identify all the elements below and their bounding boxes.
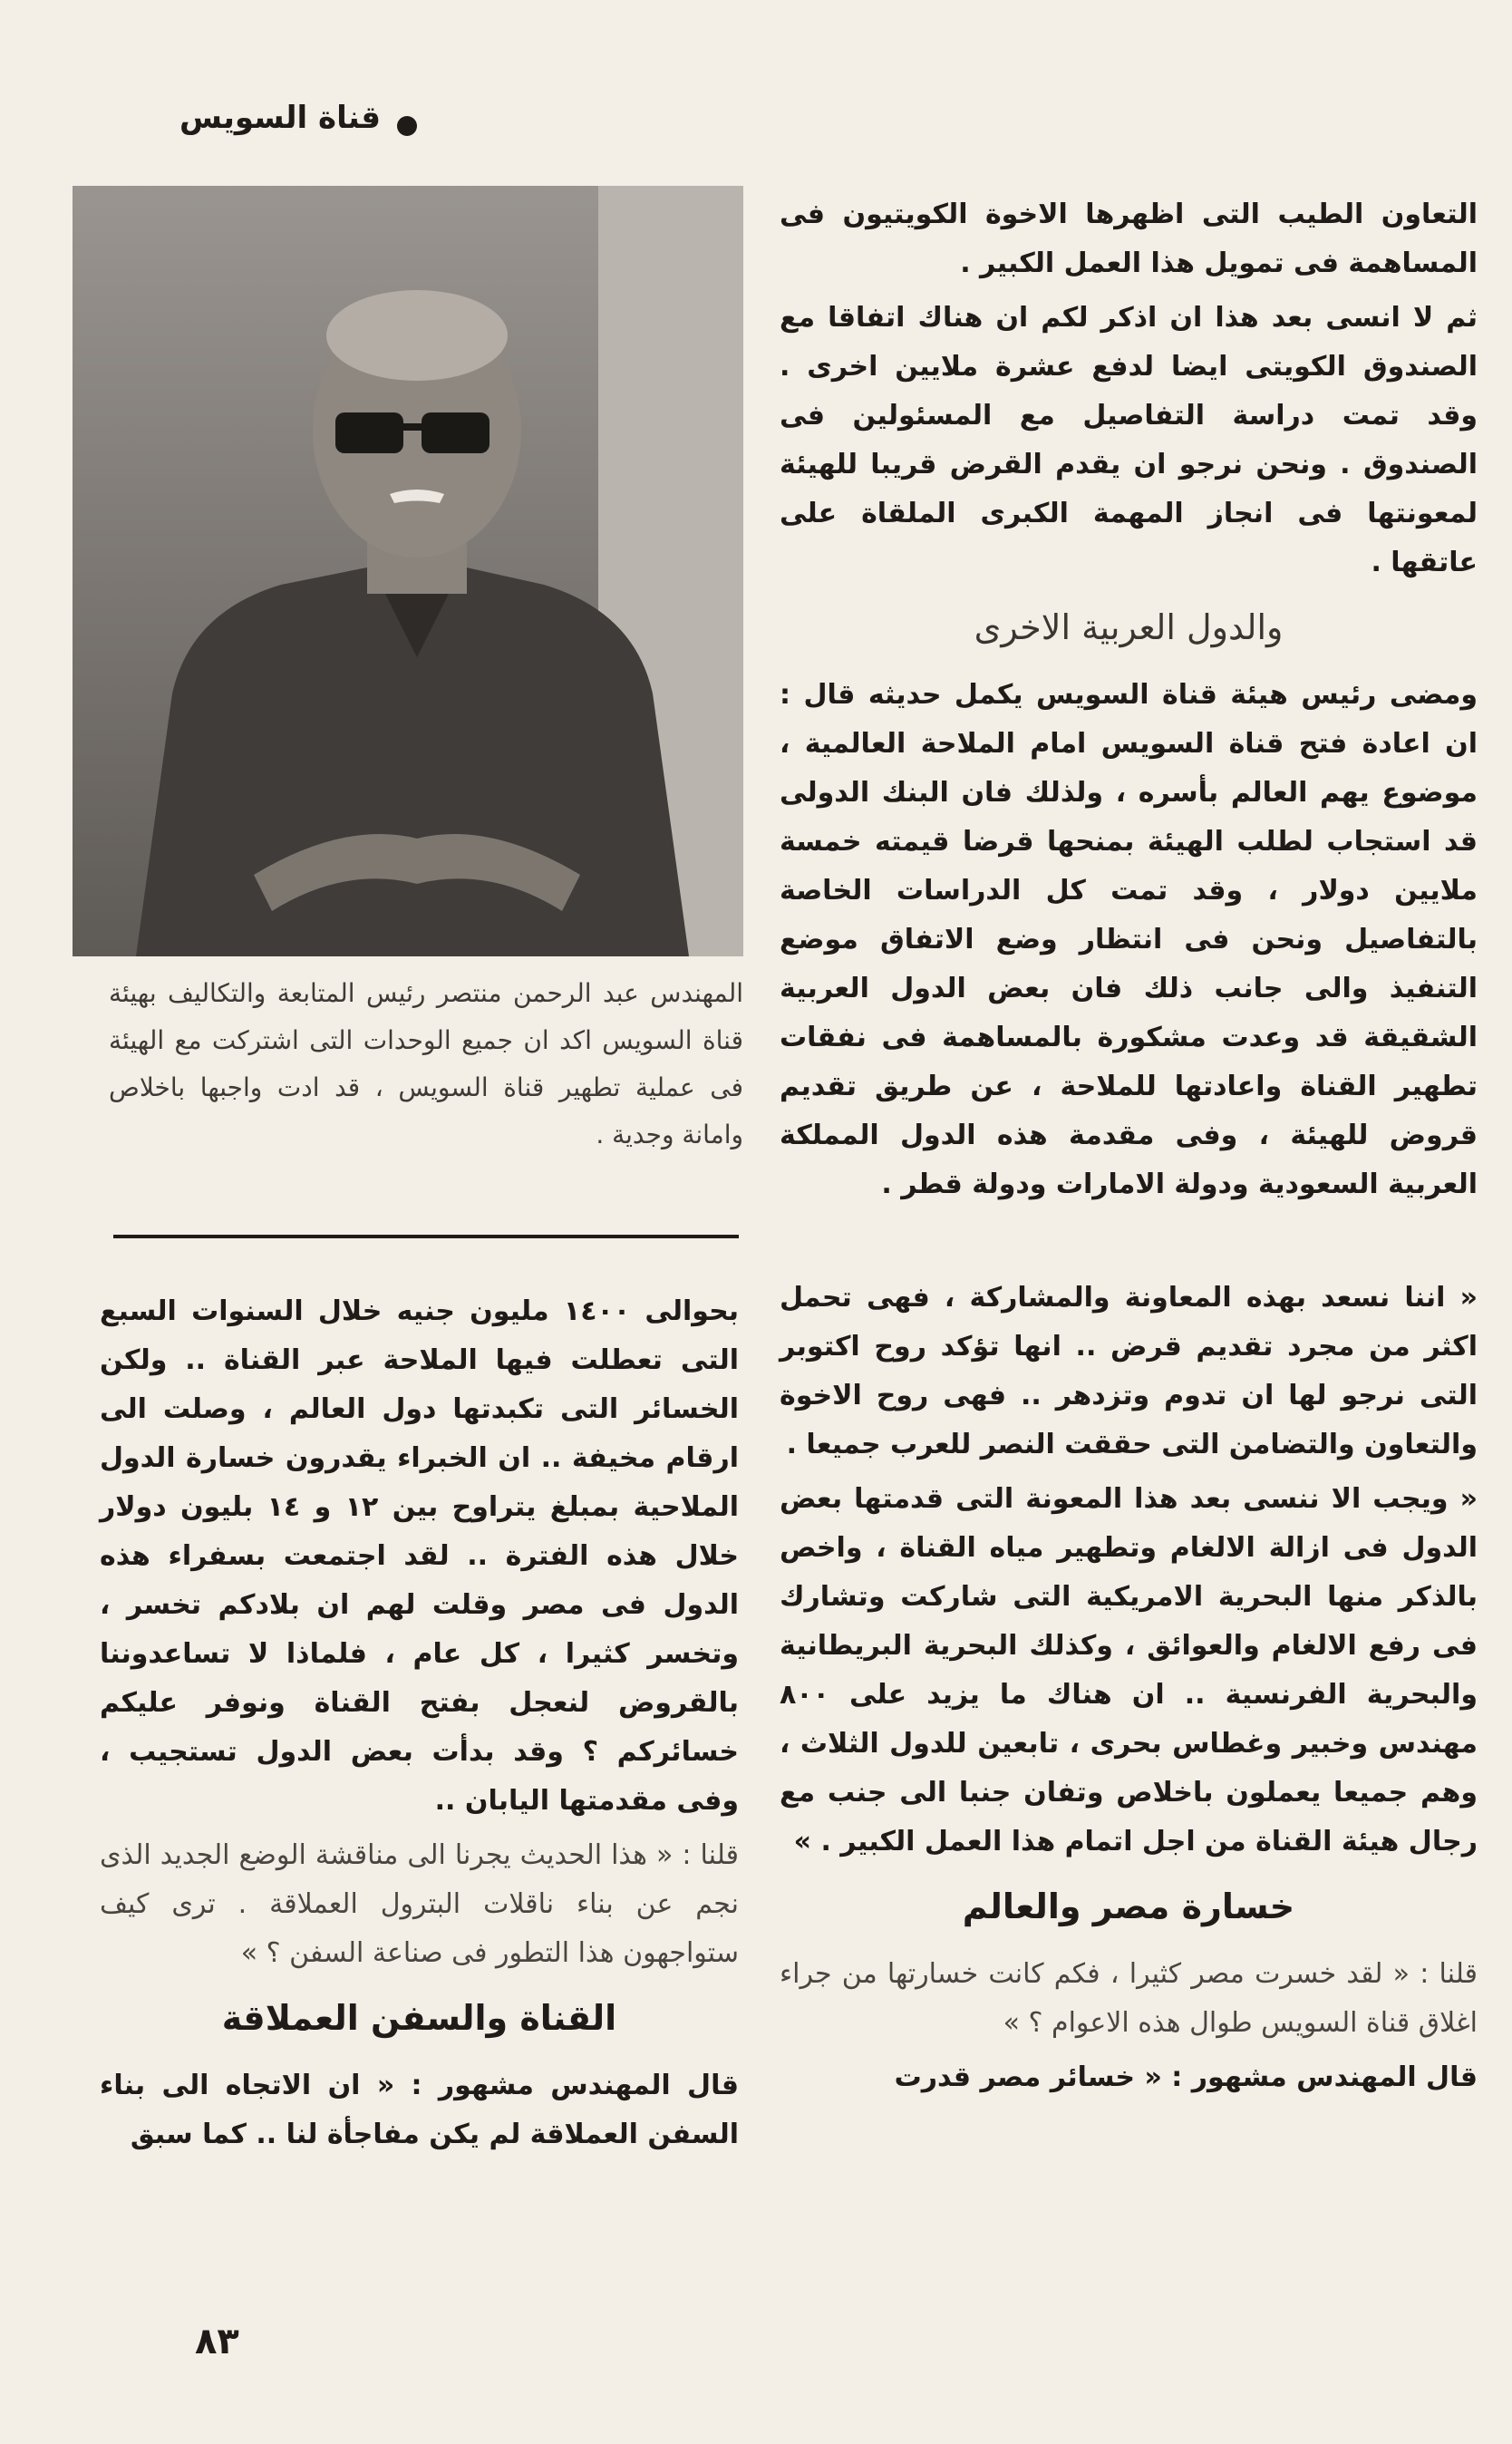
page-number: ٨٣: [195, 2321, 239, 2362]
photo-caption: [109, 970, 743, 1164]
bullet-icon: [397, 116, 417, 136]
running-header: [109, 91, 381, 154]
paragraph: قال المهندس مشهور : « خسائر مصر قدرت: [894, 2061, 1478, 2093]
portrait-illustration: [73, 186, 743, 956]
paragraph: قلنا : « لقد خسرت مصر كثيرا ، فكم كانت خسارتها من جراء اغلاق قناة السويس طوال هذه الاعوام ؟ »: [780, 1958, 1478, 2039]
section-heading: خسارة مصر والعالم: [962, 1886, 1295, 1926]
column-divider: [113, 1235, 739, 1238]
paragraph: بحوالى ١٤٠٠ مليون جنيه خلال السنوات السبع التى تعطلت فيها الملاحة عبر القناة .. ولكن الخسائر التى تكبدتها دول العالم ، وصلت الى ارقام مخيفة .. ان الخبراء يقدرون خسارة الدول الملاحية بمبلغ يتراوح بين ١٢ و ١٤ بليون دولار خلال هذه الفترة .. لقد اجتمعت بسفراء هذه الدول فى مصر وقلت لهم ان بلادكم تخسر ، وتخسر كثيرا ، كل عام ، فلماذا لا تساعدوننا بالقروض لنعجل بفتح القناة ونوفر عليكم خسائركم ؟ وقد بدأت بعض الدول تستجيب ، وفى مقدمتها اليابان ..: [100, 1295, 740, 1817]
paragraph: التعاون الطيب التى اظهرها الاخوة الكويتيون فى المساهمة فى تمويل هذا العمل الكبير .: [780, 199, 1478, 279]
paragraph: ثم لا انسى بعد هذا ان اذكر لكم ان هناك اتفاقا مع الصندوق الكويتى ايضا لدفع عشرة ملايين اخرى . وقد تمت دراسة التفاصيل مع المسئولين فى الصندوق . ونحن نرجو ان يقدم القرض قريبا للهيئة لمعونتها فى انجاز المهمة الكبرى الملقاة على عاتقها .: [780, 302, 1478, 578]
section-heading: والدول العربية الاخرى: [974, 607, 1284, 647]
running-header-title: قناة السويس: [179, 100, 381, 136]
column-left-bottom: [100, 1287, 739, 2165]
section-heading: القناة والسفن العملاقة: [221, 1998, 617, 2038]
paragraph: « اننا نسعد بهذه المعاونة والمشاركة ، فهى تحمل اكثر من مجرد تقديم قرض .. انها تؤكد روح اكتوبر التى نرجو لها ان تدوم وتزدهر .. فهى روح الاخوة والتعاون والتضامن التى حققت النصر للعرب جميعا .: [780, 1282, 1478, 1460]
paragraph: ومضى رئيس هيئة قناة السويس يكمل حديثه قال : ان اعادة فتح قناة السويس امام الملاحة العالمية ، موضوع يهم العالم بأسره ، ولذلك فان البنك الدولى قد استجاب لطلب الهيئة بمنحها قرضا قيمته خمسة ملايين دولار ، وقد تمت كل الدراسات الخاصة بالتفاصيل ونحن فى انتظار وضع الاتفاق موضع التنفيذ والى جانب ذلك فان بعض الدول العربية الشقيقة قد وعدت مشكورة بالمساهمة فى نفقات تطهير القناة واعادتها للملاحة ، عن طريق تقديم قروض للهيئة ، وفى مقدمة هذه الدول المملكة العربية السعودية ودولة الامارات ودولة قطر .: [780, 679, 1478, 1200]
paragraph: « ويجب الا ننسى بعد هذا المعونة التى قدمتها بعض الدول فى ازالة الالغام وتطهير مياه القناة ، واخص بالذكر منها البحرية الامريكية التى شاركت وتشارك فى رفع الالغام والعوائق ، وكذلك البحرية البريطانية والبحرية الفرنسية .. ان هناك ما يزيد على ٨٠٠ مهندس وخبير وغطاس بحرى ، تابعين للدول الثلاث ، وهم جميعا يعملون باخلاص وتفان جنبا الى جنب مع رجال هيئة القناة من اجل اتمام هذا العمل الكبير . »: [780, 1483, 1478, 1857]
paragraph: قلنا : « هذا الحديث يجرنا الى مناقشة الوضع الجديد الذى نجم عن بناء ناقلات البترول العملاقة . ترى كيف ستواجهون هذا التطور فى صناعة السفن ؟ »: [100, 1839, 739, 1969]
caption-text: المهندس عبد الرحمن منتصر رئيس المتابعة والتكاليف بهيئة قناة السويس اكد ان جميع الوحدات التى اشتركت مع الهيئة فى عملية تطهير قناة السويس ، قد ادت واجبها باخلاص وامانة وجدية .: [109, 978, 743, 1149]
portrait-photo: [73, 186, 743, 956]
column-right-top: [780, 190, 1478, 1215]
column-right-bottom: [780, 1274, 1478, 2108]
paragraph: قال المهندس مشهور : « ان الاتجاه الى بناء السفن العملاقة لم يكن مفاجأة لنا .. كما سبق: [100, 2070, 739, 2150]
